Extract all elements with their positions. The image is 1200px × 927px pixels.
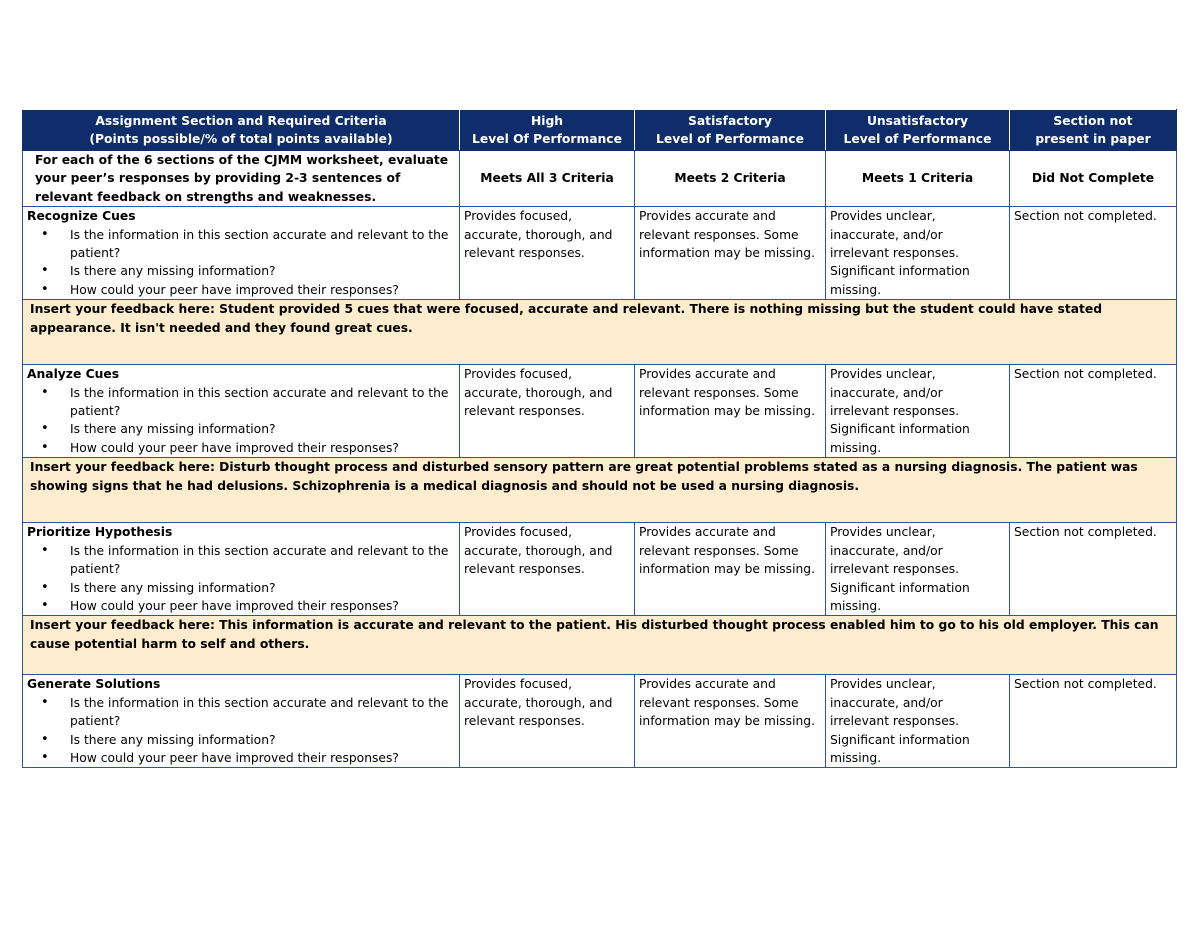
feedback-row-prioritize-hypothesis — [23, 616, 1177, 675]
intro-row — [23, 151, 1177, 207]
rubric-table — [22, 109, 1177, 768]
intro-not-present: Did Not Complete — [1010, 151, 1177, 207]
intro-satisfactory: Meets 2 Criteria — [635, 151, 826, 207]
question-list — [27, 542, 455, 616]
level-unsatisfactory-desc: Provides unclear, inaccurate, and/or irrelevant responses. Significant information missing. — [826, 207, 1010, 300]
level-high-desc: Provides focused, accurate, thorough, and relevant responses. — [460, 675, 635, 768]
list-item: • How could your peer have improved their responses? — [70, 749, 455, 767]
list-item: • Is the information in this section accurate and relevant to the patient? — [70, 542, 455, 579]
level-not-present-desc: Section not completed. — [1010, 365, 1177, 458]
question-list — [27, 384, 455, 458]
level-not-present-desc: Section not completed. — [1010, 523, 1177, 616]
list-item: • Is there any missing information? — [70, 731, 455, 749]
section-row-recognize-cues — [23, 207, 1177, 300]
list-item: • Is there any missing information? — [70, 579, 455, 597]
level-satisfactory-desc: Provides accurate and relevant responses. Some information may be missing. — [635, 207, 826, 300]
level-not-present-desc: Section not completed. — [1010, 207, 1177, 300]
question-list — [27, 226, 455, 300]
header-not-present: Section not present in paper — [1010, 110, 1177, 151]
header-unsatisfactory: Unsatisfactory Level of Performance — [826, 110, 1010, 151]
level-unsatisfactory-desc: Provides unclear, inaccurate, and/or irrelevant responses. Significant information missing. — [826, 675, 1010, 768]
feedback-text[interactable]: Insert your feedback here: This information is accurate and relevant to the patient. His disturbed thought process enabled him to go to his old employer. This can cause potential harm to self and others. — [23, 616, 1177, 675]
section-criteria — [23, 365, 460, 458]
feedback-text[interactable]: Insert your feedback here: Disturb thought process and disturbed sensory pattern are great potential problems stated as a nursing diagnosis. The patient was showing signs that he had delusions. Schizophrenia is a medical diagnosis and should not be used a nursing diagnosis. — [23, 458, 1177, 523]
level-satisfactory-desc: Provides accurate and relevant responses. Some information may be missing. — [635, 365, 826, 458]
section-row-analyze-cues — [23, 365, 1177, 458]
list-item: • How could your peer have improved their responses? — [70, 439, 455, 457]
intro-unsatisfactory: Meets 1 Criteria — [826, 151, 1010, 207]
section-row-prioritize-hypothesis — [23, 523, 1177, 616]
level-unsatisfactory-desc: Provides unclear, inaccurate, and/or irrelevant responses. Significant information missing. — [826, 365, 1010, 458]
level-satisfactory-desc: Provides accurate and relevant responses. Some information may be missing. — [635, 675, 826, 768]
list-item: • Is there any missing information? — [70, 262, 455, 280]
level-unsatisfactory-desc: Provides unclear, inaccurate, and/or irrelevant responses. Significant information missing. — [826, 523, 1010, 616]
section-criteria — [23, 207, 460, 300]
header-criteria: Assignment Section and Required Criteria (Points possible/% of total points available) — [23, 110, 460, 151]
section-title: Prioritize Hypothesis — [27, 525, 173, 540]
list-item: • How could your peer have improved their responses? — [70, 281, 455, 299]
section-criteria — [23, 675, 460, 768]
rubric-header-row — [23, 110, 1177, 151]
feedback-text[interactable]: Insert your feedback here: Student provided 5 cues that were focused, accurate and relevant. There is nothing missing but the student could have stated appearance. It isn't needed and they found great cues. — [23, 300, 1177, 365]
feedback-row-recognize-cues — [23, 300, 1177, 365]
section-row-generate-solutions — [23, 675, 1177, 768]
intro-instructions: For each of the 6 sections of the CJMM worksheet, evaluate your peer’s responses by providing 2-3 sentences of relevant feedback on strengths and weaknesses. — [23, 151, 460, 207]
list-item: • How could your peer have improved their responses? — [70, 597, 455, 615]
list-item: • Is the information in this section accurate and relevant to the patient? — [70, 226, 455, 263]
question-list — [27, 694, 455, 768]
level-high-desc: Provides focused, accurate, thorough, and relevant responses. — [460, 365, 635, 458]
level-satisfactory-desc: Provides accurate and relevant responses. Some information may be missing. — [635, 523, 826, 616]
section-title: Generate Solutions — [27, 677, 161, 692]
header-satisfactory: Satisfactory Level of Performance — [635, 110, 826, 151]
list-item: • Is the information in this section accurate and relevant to the patient? — [70, 384, 455, 421]
section-criteria — [23, 523, 460, 616]
level-high-desc: Provides focused, accurate, thorough, and relevant responses. — [460, 523, 635, 616]
level-high-desc: Provides focused, accurate, thorough, and relevant responses. — [460, 207, 635, 300]
list-item: • Is there any missing information? — [70, 420, 455, 438]
feedback-row-analyze-cues — [23, 458, 1177, 523]
section-title: Analyze Cues — [27, 367, 120, 382]
level-not-present-desc: Section not completed. — [1010, 675, 1177, 768]
header-high: High Level Of Performance — [460, 110, 635, 151]
intro-high: Meets All 3 Criteria — [460, 151, 635, 207]
section-title: Recognize Cues — [27, 209, 136, 224]
list-item: • Is the information in this section accurate and relevant to the patient? — [70, 694, 455, 731]
